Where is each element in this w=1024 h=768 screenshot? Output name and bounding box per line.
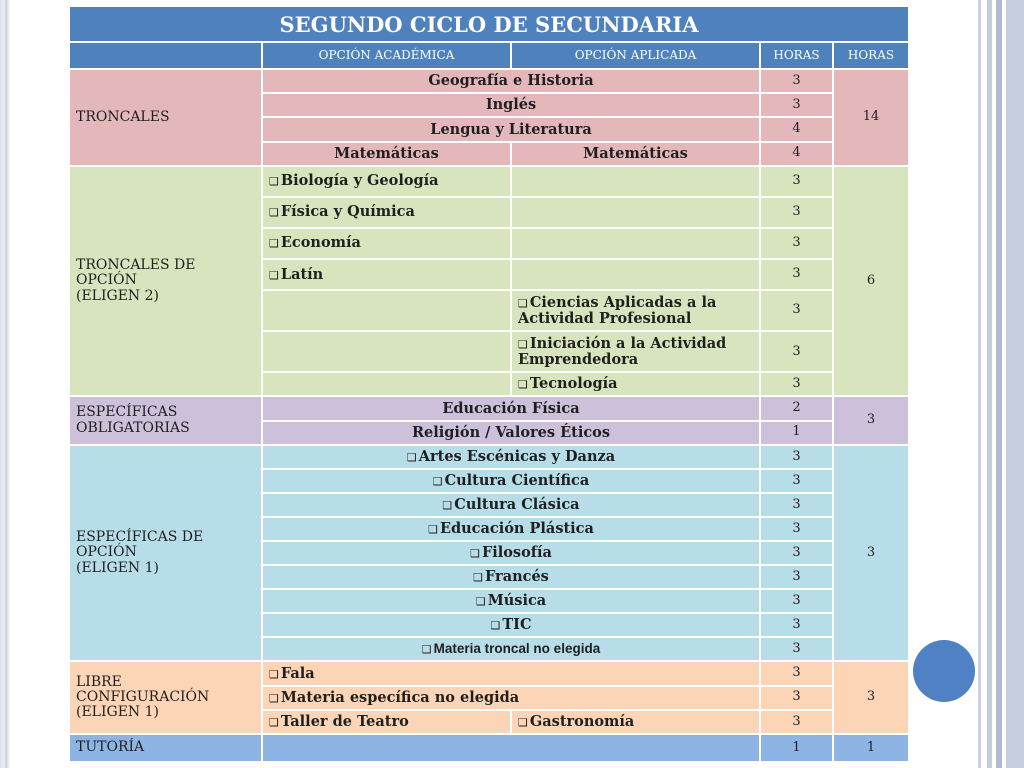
subject-label: Filosofía <box>481 544 552 562</box>
category-line: CONFIGURACIÓN <box>76 688 210 705</box>
category-line: TRONCALES DE <box>76 256 196 273</box>
slide-right-border <box>976 0 1024 768</box>
category-line: OPCIÓN <box>76 272 137 289</box>
subject-label: Taller de Teatro <box>280 712 409 730</box>
hours-cell: 3 <box>760 613 833 637</box>
option-cell <box>262 469 760 493</box>
hours-cell: 3 <box>760 517 833 541</box>
hours-cell: 3 <box>760 228 833 259</box>
hours-cell: 3 <box>760 331 833 372</box>
subject-cell: Educación Física <box>262 396 760 420</box>
category-line: OPCIÓN <box>76 544 137 561</box>
total-libre-configuracion: 3 <box>833 661 909 733</box>
checkbox-icon: ❑ <box>518 715 528 729</box>
subject-label: Economía <box>280 234 361 252</box>
hours-cell: 4 <box>760 142 833 166</box>
total-troncales: 14 <box>833 69 909 165</box>
option-cell <box>262 589 760 613</box>
hours-cell: 3 <box>760 541 833 565</box>
checkbox-icon: ❑ <box>475 595 486 609</box>
total-especificas-opcion: 3 <box>833 445 909 662</box>
option-cell <box>262 710 511 734</box>
option-cell <box>262 686 760 710</box>
category-line: ESPECÍFICAS <box>76 404 178 421</box>
subject-label: Educación Plástica <box>439 520 594 537</box>
subject-cell: Matemáticas <box>262 142 511 166</box>
checkbox-icon: ❑ <box>470 547 480 561</box>
hours-cell: 3 <box>760 661 833 685</box>
checkbox-icon: ❑ <box>406 450 417 464</box>
option-cell <box>262 259 511 290</box>
hours-cell: 3 <box>760 372 833 396</box>
subject-label: Latín <box>280 265 324 283</box>
option-cell <box>262 166 511 197</box>
table-title: SEGUNDO CICLO DE SECUNDARIA <box>69 6 909 42</box>
checkbox-icon: ❑ <box>518 337 528 351</box>
hours-cell: 4 <box>760 117 833 141</box>
subject-label: Física y Química <box>280 203 415 221</box>
option-cell <box>262 445 760 469</box>
option-cell-empty <box>511 166 760 197</box>
subject-cell: Religión / Valores Éticos <box>262 421 760 445</box>
subject-label: Francés <box>485 568 549 586</box>
subject-cell-empty <box>262 734 760 762</box>
option-cell <box>262 661 760 685</box>
hours-cell: 3 <box>760 290 833 331</box>
subject-label: Fala <box>280 664 315 682</box>
checkbox-icon: ❑ <box>269 715 279 729</box>
hours-cell: 3 <box>760 259 833 290</box>
subject-label: Ciencias Aplicadas a la Actividad Profesional <box>518 293 717 327</box>
hours-cell: 1 <box>760 734 833 762</box>
header-blank <box>69 42 262 69</box>
category-libre-configuracion <box>69 661 262 733</box>
hours-cell: 3 <box>760 197 833 228</box>
subject-label: Artes Escénicas y Danza <box>418 447 616 465</box>
option-cell <box>262 541 760 565</box>
header-opcion-academica: OPCIÓN ACADÉMICA <box>262 42 511 69</box>
subject-label: Materia específica no elegida <box>280 688 520 706</box>
checkbox-icon: ❑ <box>269 268 279 282</box>
checkbox-icon: ❑ <box>269 691 279 705</box>
hours-cell: 3 <box>760 493 833 517</box>
subject-label: Materia troncal no elegida <box>433 641 601 657</box>
slide-left-border <box>0 0 10 768</box>
curriculum-table <box>68 5 910 763</box>
hours-cell: 3 <box>760 710 833 734</box>
option-cell <box>511 372 760 396</box>
checkbox-icon: ❑ <box>428 523 438 536</box>
subject-label: Cultura Clásica <box>454 495 580 513</box>
subject-cell: Lengua y Literatura <box>262 117 760 141</box>
subject-label: Iniciación a la Actividad Emprendedora <box>518 334 727 368</box>
category-tutoria: TUTORÍA <box>69 734 262 762</box>
category-troncales-opcion <box>69 166 262 397</box>
checkbox-icon: ❑ <box>442 498 453 512</box>
category-line: LIBRE <box>76 673 122 690</box>
option-cell <box>262 517 760 541</box>
subject-label: Cultura Científica <box>444 471 590 489</box>
checkbox-icon: ❑ <box>269 175 279 189</box>
subject-label: Biología y Geología <box>280 172 439 190</box>
hours-cell: 3 <box>760 93 833 117</box>
checkbox-icon: ❑ <box>490 619 501 633</box>
subject-cell: Inglés <box>262 93 760 117</box>
option-cell <box>262 613 760 637</box>
option-cell <box>262 493 760 517</box>
hours-cell: 3 <box>760 166 833 197</box>
subject-cell: Matemáticas <box>511 142 760 166</box>
total-tutoria: 1 <box>833 734 909 762</box>
hours-cell: 3 <box>760 686 833 710</box>
checkbox-icon: ❑ <box>432 474 443 488</box>
subject-cell: Geografía e Historia <box>262 69 760 93</box>
header-horas: HORAS <box>760 42 833 69</box>
category-line: OBLIGATORIAS <box>76 419 190 436</box>
hours-cell: 3 <box>760 565 833 589</box>
subject-label: TIC <box>502 616 532 634</box>
checkbox-icon: ❑ <box>269 667 279 681</box>
total-especificas-obligatorias: 3 <box>833 396 909 444</box>
option-cell-empty <box>511 259 760 290</box>
option-cell-empty <box>262 372 511 396</box>
option-cell <box>262 565 760 589</box>
option-cell <box>262 197 511 228</box>
option-cell-empty <box>262 331 511 372</box>
checkbox-icon: ❑ <box>421 643 432 657</box>
option-cell-empty <box>511 228 760 259</box>
category-line: (ELIGEN 1) <box>76 704 159 721</box>
option-cell-empty <box>262 290 511 331</box>
option-cell <box>262 228 511 259</box>
option-cell <box>511 331 760 372</box>
total-troncales-opcion: 6 <box>833 166 909 397</box>
header-horas-total: HORAS <box>833 42 909 69</box>
decorative-circle <box>913 640 975 702</box>
hours-cell: 3 <box>760 469 833 493</box>
hours-cell: 3 <box>760 69 833 93</box>
checkbox-icon: ❑ <box>473 571 484 585</box>
category-especificas-obligatorias <box>69 396 262 444</box>
checkbox-icon: ❑ <box>518 378 528 392</box>
subject-label: Gastronomía <box>529 712 635 730</box>
checkbox-icon: ❑ <box>269 237 279 251</box>
subject-label: Tecnología <box>529 375 618 393</box>
subject-label: Música <box>487 592 547 610</box>
category-line: (ELIGEN 2) <box>76 287 159 304</box>
category-troncales: TRONCALES <box>69 69 262 165</box>
option-cell-empty <box>511 197 760 228</box>
hours-cell: 3 <box>760 637 833 661</box>
hours-cell: 1 <box>760 421 833 445</box>
option-cell <box>511 710 760 734</box>
hours-cell: 3 <box>760 589 833 613</box>
category-especificas-opcion <box>69 445 262 662</box>
checkbox-icon: ❑ <box>518 296 528 310</box>
option-cell <box>262 637 760 661</box>
checkbox-icon: ❑ <box>269 206 279 220</box>
hours-cell: 3 <box>760 445 833 469</box>
hours-cell: 2 <box>760 396 833 420</box>
category-line: ESPECÍFICAS DE <box>76 528 204 545</box>
header-opcion-aplicada: OPCIÓN APLICADA <box>511 42 760 69</box>
option-cell <box>511 290 760 331</box>
category-line: (ELIGEN 1) <box>76 559 159 576</box>
